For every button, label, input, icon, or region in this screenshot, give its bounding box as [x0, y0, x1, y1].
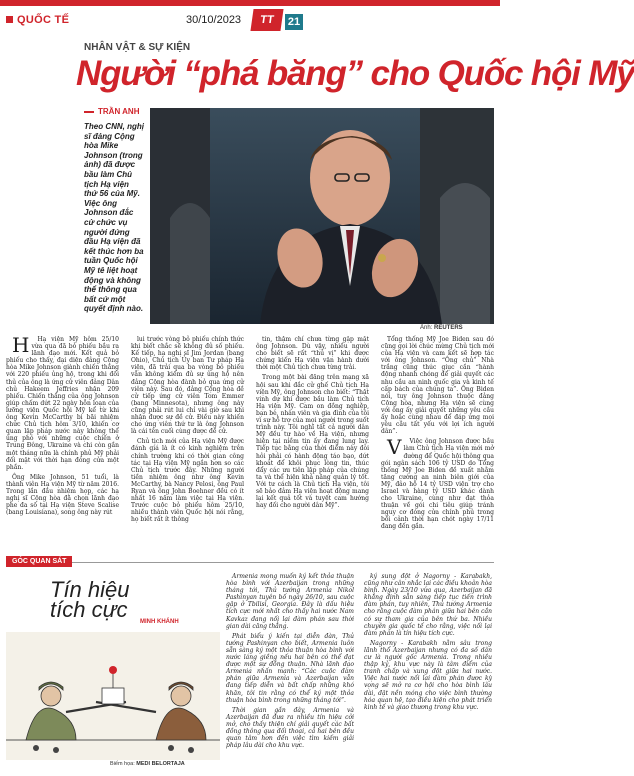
dropcap: H [12, 333, 30, 357]
cartoon-credit [110, 761, 185, 767]
article-photo [150, 108, 494, 324]
opinion-paragraph: Nagorny - Karabakh nằm sâu trong lãnh thổ Azerbaijan nhưng có đa số dân cư là người gốc Armenia. Trong nhiều thập kỷ, khu vực này là tâm điểm của tranh chấp và xung đột giữa hai nước. Việc hai nước nối lại đàm phán được kỳ vọng sẽ mở ra cơ hội cho hòa bình lâu dài, đặt nền móng cho việc bình thường hóa quan hệ, tạo điều kiện cho phát triển kinh tế và giao thương trong khu vực. [364, 639, 492, 711]
article-sapo: Theo CNN, nghị sĩ đảng Cộng hòa Mike Johnson (trong ảnh) đã được bầu làm Chủ tịch Hạ viện thứ 56 của Mỹ. Việc ông Johnson đắc cử chức vụ người đứng đầu Hạ viện đã kết thúc hơn ba tuần Quốc hội Mỹ tê liệt hoạt động và không thể thông qua bất cứ một quyết định nào. [84, 122, 144, 314]
section-label [6, 14, 69, 26]
cartoon-credit-label: Biếm họa: [110, 761, 135, 767]
opinion-box-tag: GÓC QUAN SÁT [6, 556, 72, 567]
article-column-2 [131, 336, 244, 526]
article-headline: Người “phá băng” cho Quốc hội Mỹ [76, 54, 634, 93]
opinion-paragraph: Armenia mong muốn ký kết thỏa thuận hòa bình với Azerbaijan trong những tháng tới, Thủ tướng Armenia Nikol Pashinyan tuyên bố ngày 26/10, sau cuộc gặp ở Tbilisi, Georgia. Đây là dấu hiệu tích cực mới nhất cho thấy hai nước Nam Kavkaz đang nối lại đàm phán sau thời gian dài căng thẳng. [226, 573, 354, 630]
header-stripe [0, 0, 500, 6]
section-name: QUỐC TẾ [17, 14, 70, 26]
dropcap: V [387, 435, 402, 460]
article-paragraph [381, 435, 494, 531]
opinion-paragraph: Thời gian gần đây, Armenia và Azerbaijan đã đưa ra nhiều tín hiệu cởi mở, cho thấy thiện chí giải quyết các bất đồng thông qua đối thoại, cả hai bên đều quan tâm hơn đến việc tìm kiếm giải pháp lâu dài cho khu vực. [226, 706, 354, 750]
article-body [6, 333, 494, 546]
photo-credit [420, 325, 463, 331]
author-bar [84, 111, 94, 113]
opinion-paragraph: ký sung đột ở Nagorny - Karabakh, cũng như cân nhắc lại các điều khoản hòa bình. Ngày 23/10 vừa qua, Azerbaijan đã khẳng định sẵn sàng tiếp tục tiến trình đàm phán, tuy nhiên, Thủ tướng Armenia cho rằng cuộc đàm phán giữa hai bên cần có sự tham gia của bên thứ ba. Nhiều chuyên gia quốc tế cho rằng, việc nối lại đàm phán là tín hiệu tích cực. [364, 573, 492, 637]
article-paragraph: Chủ tịch mới của Hạ viện Mỹ được đánh giá là ít có kinh nghiệm trên chính trường khi có thời gian công tác tại Hạ viện Mỹ ngắn hơn so các Chủ tịch trước đây. Những người tiền nhiệm ông như ông Kevin McCarthy, bà Nancy Pelosi, ông Paul Ryan và ông John Boehner đều có ít nhất 16 năm làm việc tại Hạ viện. Trước cuộc bỏ phiếu hôm 25/10, nhiều thành viên Quốc hội nói rằng, họ biết rất ít thông [131, 438, 244, 524]
article-column-4 [381, 336, 494, 534]
opinion-column-2 [364, 573, 492, 714]
page-number: 21 [285, 14, 303, 30]
opinion-box-author: MINH KHÁNH [140, 619, 179, 625]
article-paragraph: tin, thậm chí chưa từng gặp mặt ông Johnson. Dù vậy, nhiều người cho biết sẽ rất “thủ vị” khi được chứng kiến Hạ viện vận hành dưới thời một Chủ tịch chưa từng trải. [256, 336, 369, 372]
article-paragraph: Trong một bài đăng trên mạng xã hội sau khi đắc cử ghế Chủ tịch Hạ viện Mỹ, ông Johnson cho biết: “Thật vinh dự khi được bầu làm Chủ tịch Hạ viện Mỹ. Cam on đồng nghiệp, bạn bè, nhân viên và gia đình của tôi vì sự hỗ trợ của mọi người trong suốt trình này. Tôi nghĩ tất cả người dân Mỹ đều tự hào về Hạ viện, nhưng hiện tại niềm tin ấy đang lung lay. Tiếp tục bằng của thời điểm này đòi hỏi phải có hành động táo bạo, dứt khoát để khôi phục lòng tin, thúc đẩy các ưu tiên lập pháp của chúng ta và thể hiện khả năng quản lý tốt. Với tư cách là Chủ tịch Hạ viện, tôi sẽ bảo đảm Hạ viện hoạt động mang lại kết quả tốt và tuyệt cam hướng hay đối cho người dân Mỹ”. [256, 374, 369, 510]
paragraph-text: Hạ viện Mỹ hôm 25/10 vừa qua đã bỏ phiếu bầu ra lãnh đạo mới. Kết quả bỏ phiếu cho thấy, đại diện đảng Cộng hòa Mike Johnson giành chiến thắng với 220 phiếu ủng hộ, trong khi đối thủ của ông là ứng cử viên đảng Dân chủ Hakeem Jeffries nhận 209 phiếu. Chiến thắng của ông Johnson giúp chấm dứt 22 ngày hỗn loạn của lưỡng viện Quốc hội Mỹ kể từ khi ông Kevin McCarthy bị bãi nhiệm chức Chủ tịch hôm 3/10, khiến cơ quan lập pháp nước này không thể ủng phó với những cuộc chiến ở Trung Đông, Ukraine và chi còn gần một tháng nữa là chính phủ Mỹ phải đối mặt với thời hạn đóng cửa một phần. [6, 336, 119, 471]
issue-date: 30/10/2023 [186, 14, 242, 26]
photo-illustration [150, 108, 494, 324]
opinion-box-header [6, 556, 494, 568]
article-kicker: NHÂN VẬT & SỰ KIỆN [84, 42, 191, 53]
box-rule [6, 562, 494, 563]
article-author [84, 107, 139, 116]
opinion-column-1 [226, 573, 354, 752]
cartoon-credit-artist: MEDI BELORTAJA [136, 761, 185, 767]
article-column-1 [6, 333, 119, 519]
article-paragraph: lui trước vòng bỏ phiếu chính thức khi biết chắc sẽ không đủ số phiếu. Kế tiếp, hạ nghị sĩ Jim Jordan (bang Ohio), Chủ tịch Ủy ban Tư pháp Hạ viện, đã trải qua ba vòng bỏ phiếu vẫn không kiếm đủ sự ủng hộ nên đảng Cộng hòa đành bỏ qua ứng cử viên này. Sau đó, đảng Cộng hòa đề cử tiếp ứng cử viên Tom Emmer (bang Minnesota), nhưng ông này cũng phải rút lui chỉ vài giờ sau khi nhận được sự đề cử. Điều này khiến cho ứng viên thứ tư là ông Johnson là cái tên cuối cùng được đề cử. [131, 336, 244, 436]
article-column-3 [256, 336, 369, 512]
opinion-paragraph: Phát biểu ý kiến tại diễn đàn, Thủ tướng Pashinyan cho biết, Armenia luôn sẵn sàng ký một thỏa thuận hòa bình với nước láng giềng nếu hai bên có thể đạt được một sự đồng thuận. Nhà lãnh đạo Armenia nhấn mạnh: “Các cuộc đàm phán giữa Armenia và Azerbaijan vẫn đang tiếp diễn và bất chấp những khó khăn, tôi tin rằng có thể ký một thỏa thuận hòa bình trong những tháng tới”. [226, 632, 354, 704]
article-paragraph: Ông Mike Johnson, 51 tuổi, là thành viên Hạ viện Mỹ từ năm 2016. Trong lần đầu nhiệm họp, các hạ nghị sĩ Cộng hòa đã chọn lãnh đạo phe đa số tại Hạ viện Steve Scalise (bang Louisiana), song ông này rút [6, 473, 119, 517]
photo-credit-source: REUTERS [434, 325, 463, 331]
paragraph-text: Việc ông Johnson được bầu làm Chủ tịch Hạ viện mới mở đường để Quốc hội thông qua gói ngân sách 106 tỷ USD do Tổng thống Mỹ Joe Biden đề xuất nhằm tăng cường an ninh biên giới của Mỹ, đảo hộ 14 tỷ USD viện trợ cho Israel và hàng tỷ USD khác dành cho Ukraine, cùng như đạt thỏa thuận về gói chi tiêu giúp tránh nguy cơ đóng cửa chính phủ trong bối cảnh thời hạn chót ngày 17/11 đang đến gần. [381, 438, 494, 531]
opinion-box-title: Tín hiệu tích cực [50, 577, 130, 622]
publication-logo: TT [250, 9, 283, 31]
cartoon-svg [6, 632, 220, 760]
page-header [0, 0, 500, 38]
section-bullet-icon [6, 16, 13, 23]
article-paragraph [6, 333, 119, 471]
author-name: TRẦN ANH [98, 107, 140, 116]
photo-credit-label: Ảnh: [420, 325, 433, 331]
article-paragraph: Tổng thống Mỹ Joe Biden sau đó cũng gọi lời chúc mừng Chủ tịch mới của Hạ viện và cam kết sẽ hợp tác với ông Johnson. “Ông chủ” Nhà trắng cũng thúc giục cần “hành động nhanh chóng để giải quyết các nhu cầu an ninh quốc gia và kinh tế cấp bách của chúng ta”. Ông Biden nói, tuy ông Johnson thuộc đảng Cộng hòa, nhưng Hạ viện sẽ cùng với ông ấy giải quyết những yêu cầu ấy hoặc cùng nhau để đáp ứng mọi yêu cầu tất yếu với lợi ích người dân”. [381, 336, 494, 436]
cartoon-illustration [6, 632, 220, 760]
